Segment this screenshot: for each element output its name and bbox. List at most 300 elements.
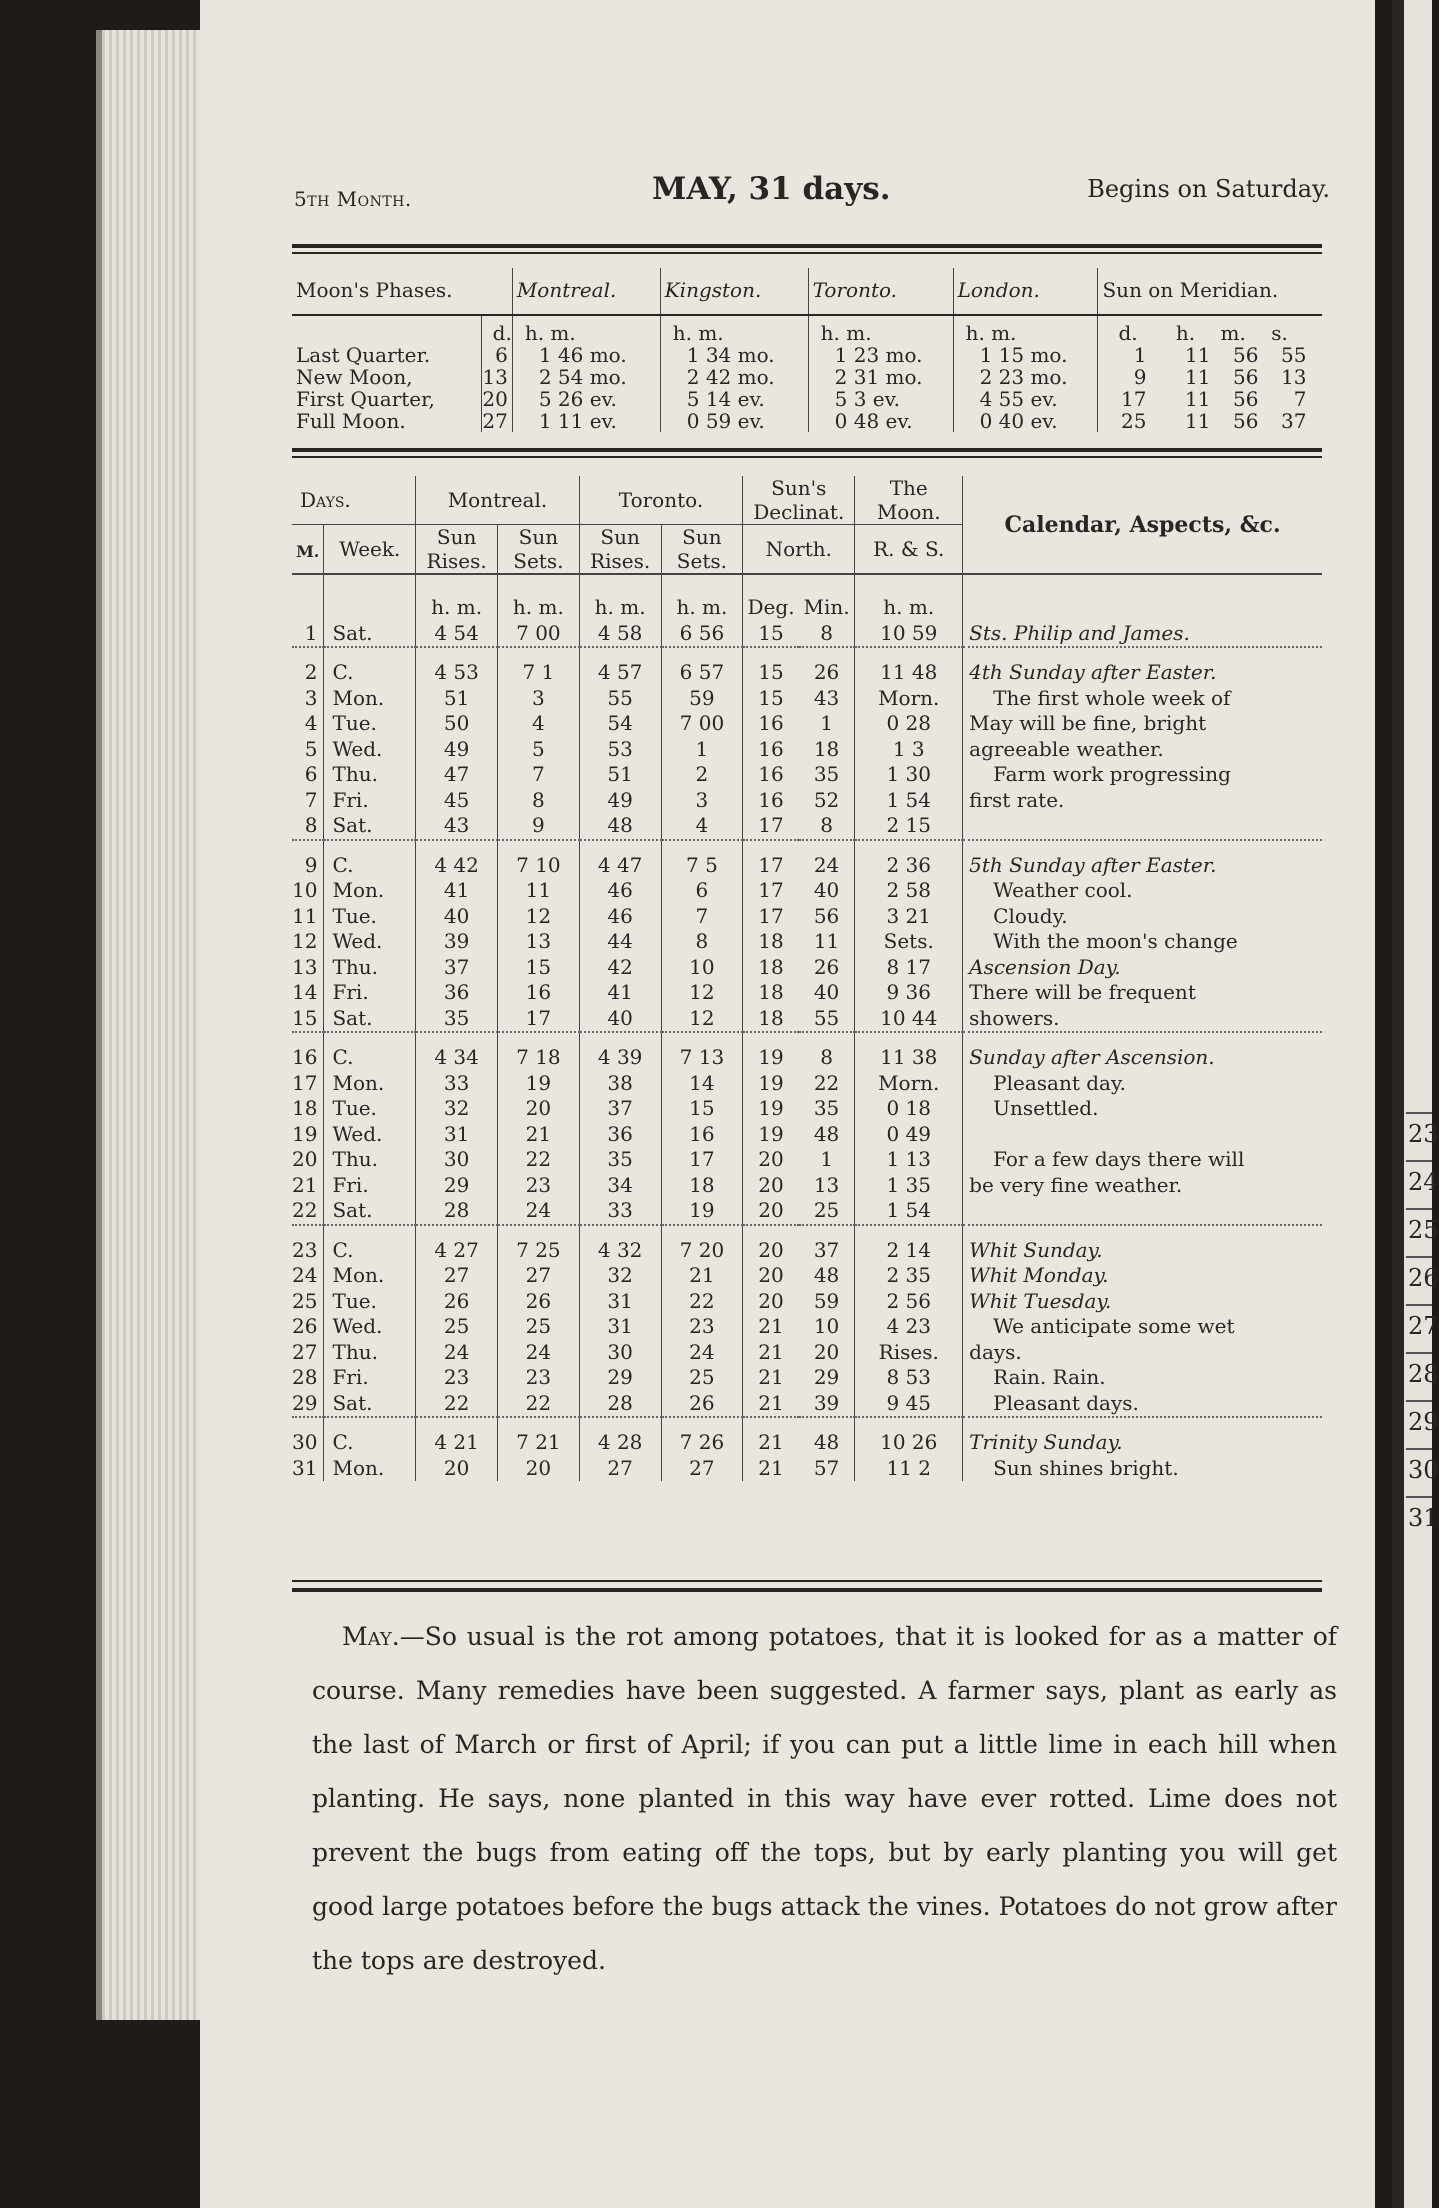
declination-degrees: 17 [743, 813, 799, 840]
day-number: 7 [304, 787, 318, 812]
montreal-sunrise: 45 [416, 788, 498, 814]
weekday: Thu. [324, 955, 416, 981]
calendar-note: showers. [963, 1006, 1322, 1033]
toronto-sunrise: 51 [579, 762, 661, 788]
phase-name: Last Quarter. [296, 343, 431, 367]
toronto-sunrise: 54 [579, 711, 661, 737]
unit-label: h. m. [512, 315, 660, 344]
declination-degrees: 18 [743, 929, 799, 955]
toronto-sunrise: 37 [579, 1096, 661, 1122]
daily-almanac-table [292, 476, 1322, 1481]
toronto-sunset: 27 [661, 1456, 743, 1482]
day-row [292, 686, 1322, 712]
may-note-paragraph [312, 1610, 1337, 1988]
calendar-note [963, 1198, 1322, 1225]
header-rule-thin [292, 252, 1322, 254]
toronto-sunrise: 32 [579, 1263, 661, 1289]
day-number: 23 [292, 1225, 324, 1264]
toronto-sunrise: 33 [579, 1198, 661, 1225]
toronto-sunrise: 46 [579, 904, 661, 930]
calendar-note: Ascension Day. [963, 955, 1322, 981]
montreal-sunset: 12 [498, 904, 580, 930]
declination-minutes: 48 [799, 1417, 855, 1456]
toronto-sunset: 19 [661, 1198, 743, 1225]
unit-label: h. m. [660, 315, 808, 344]
toronto-sunset: 2 [661, 762, 743, 788]
begins-on-label: Begins on Saturday. [1087, 175, 1330, 203]
montreal-sunset: 15 [498, 955, 580, 981]
moon-rise-set: 2 36 [855, 840, 963, 879]
declination-minutes: 1 [820, 1147, 833, 1171]
declination-degrees: 20 [743, 1173, 799, 1199]
phase-row [292, 388, 1322, 410]
day-number: 15 [292, 1005, 318, 1030]
phases-bottom-rule [292, 448, 1322, 452]
phases-bottom-rule-thin [292, 456, 1322, 458]
declination-minutes: 8 [799, 1032, 855, 1071]
moon-rise-set: 11 38 [855, 1032, 963, 1071]
kingston-time: 1 34 mo. [660, 344, 808, 366]
declination-minutes: 43 [813, 685, 840, 710]
weekday: Wed. [324, 737, 416, 763]
calendar-note: Rain. Rain. [963, 1365, 1322, 1391]
table-bottom-rule [292, 1580, 1322, 1582]
calendar-note: For a few days there will [963, 1147, 1322, 1173]
declination-degrees: 21 [743, 1417, 799, 1456]
facing-page-rule [1406, 1352, 1432, 1354]
declination-minutes: 10 [813, 1314, 840, 1338]
day-row [292, 1314, 1322, 1340]
day-row [292, 1198, 1322, 1225]
weekday: C. [324, 647, 416, 686]
declination-minutes: 13 [813, 1172, 840, 1197]
moon-phases-table [292, 268, 1322, 432]
rises-sets-header: R. & S. [855, 525, 963, 575]
montreal-sunrise: 47 [416, 762, 498, 788]
unit-label: d. [1118, 321, 1138, 345]
day-number: 8 [304, 813, 318, 837]
day-row [292, 788, 1322, 814]
calendar-note: days. [963, 1340, 1322, 1366]
montreal-sunset: 9 [498, 813, 580, 840]
weekday: Mon. [324, 1456, 416, 1482]
unit-label: h. m. [808, 315, 953, 344]
montreal-sunrise: 51 [416, 686, 498, 712]
calendar-note: Pleasant days. [963, 1391, 1322, 1418]
facing-page-rule [1406, 1112, 1432, 1114]
montreal-time: 5 26 ev. [512, 388, 660, 410]
montreal-sunset: 8 [498, 788, 580, 814]
montreal-sunset: 26 [498, 1289, 580, 1315]
toronto-sunset: 23 [661, 1314, 743, 1340]
calendar-note: be very fine weather. [963, 1173, 1322, 1199]
day-row [292, 1173, 1322, 1199]
london-time: 1 15 mo. [953, 344, 1098, 366]
toronto-sunset: 21 [661, 1263, 743, 1289]
declination-degrees: 15 [743, 686, 799, 712]
calendar-note: There will be frequent [963, 980, 1322, 1006]
weekday: Sat. [324, 1198, 416, 1225]
sun-meridian-value: 1 [1133, 343, 1147, 367]
moon-rise-set: 1 54 [855, 788, 963, 814]
moon-rise-set: 9 36 [855, 980, 963, 1006]
moon-rise-set: 1 3 [855, 737, 963, 763]
north-header: North. [743, 525, 855, 575]
montreal-sunset: 11 [498, 878, 580, 904]
montreal-time: 2 54 mo. [512, 366, 660, 388]
day-number: 3 [304, 685, 318, 710]
montreal-sunrise: 37 [416, 955, 498, 981]
kingston-time: 5 14 ev. [660, 388, 808, 410]
moon-rise-set: 4 23 [855, 1314, 963, 1340]
unit-label: h. m. [579, 574, 661, 621]
declination-degrees: 18 [743, 980, 799, 1006]
moon-rise-set: 1 30 [855, 762, 963, 788]
calendar-note: We anticipate some wet [963, 1314, 1322, 1340]
montreal-col-header: Montreal. [416, 476, 580, 525]
toronto-sunrise: 42 [579, 955, 661, 981]
calendar-note [963, 1122, 1322, 1148]
phase-name: New Moon, [296, 365, 413, 389]
day-number: 16 [292, 1032, 324, 1071]
montreal-sunset: 4 [498, 711, 580, 737]
page-header [290, 165, 1330, 215]
toronto-sunrise: 27 [579, 1456, 661, 1482]
day-row [292, 1225, 1322, 1264]
toronto-sunrise: 30 [579, 1340, 661, 1366]
declination-degrees: 19 [743, 1122, 799, 1148]
unit-label: d. [482, 315, 512, 344]
phases-header-row [292, 268, 1322, 315]
toronto-time: 5 3 ev. [808, 388, 953, 410]
day-number: 21 [292, 1172, 318, 1197]
toronto-sunset: 7 5 [661, 840, 743, 879]
page-title: MAY, 31 days. [652, 171, 891, 207]
day-number: 28 [292, 1365, 318, 1389]
unit-label: Min. [803, 595, 850, 619]
declination-minutes: 56 [813, 903, 840, 928]
sun-meridian-value: 7 [1293, 387, 1307, 411]
declination-degrees: 18 [743, 955, 799, 981]
phase-row [292, 366, 1322, 388]
toronto-sunset: 7 00 [661, 711, 743, 737]
toronto-sunrise: 31 [579, 1314, 661, 1340]
toronto-sunset: 7 [661, 904, 743, 930]
header-row-1 [292, 476, 1322, 525]
declination-minutes: 22 [813, 1070, 840, 1095]
montreal-time: 1 46 mo. [512, 344, 660, 366]
declination-degrees: 19 [743, 1096, 799, 1122]
weekday: C. [324, 1417, 416, 1456]
declination-minutes: 1 [820, 711, 833, 735]
day-row [292, 711, 1322, 737]
montreal-sunrise: 28 [416, 1198, 498, 1225]
montreal-sunrise: 20 [416, 1456, 498, 1482]
declination-minutes: 48 [813, 1121, 840, 1146]
calendar-note: Farm work progressing [963, 762, 1322, 788]
phase-day: 6 [482, 344, 512, 366]
day-row [292, 737, 1322, 763]
montreal-sunrise: 43 [416, 813, 498, 840]
montreal-sunrise: 24 [416, 1340, 498, 1366]
calendar-note: Weather cool. [963, 878, 1322, 904]
day-number: 19 [292, 1121, 318, 1146]
sun-meridian-value: 56 [1233, 343, 1259, 367]
weekday: Sat. [324, 621, 416, 648]
toronto-sunset: 24 [661, 1340, 743, 1366]
month-day-col-header: M. [292, 525, 324, 575]
london-time: 2 23 mo. [953, 366, 1098, 388]
toronto-sunset: 16 [661, 1122, 743, 1148]
calendar-note: Whit Tuesday. [963, 1289, 1322, 1315]
montreal-sunset: 3 [498, 686, 580, 712]
toronto-sunrise: 28 [579, 1391, 661, 1418]
montreal-sunrise: 27 [416, 1263, 498, 1289]
weekday: Thu. [324, 762, 416, 788]
sun-meridian-value: 11 [1185, 409, 1211, 433]
weekday: Tue. [324, 1289, 416, 1315]
moon-rise-set: 10 44 [855, 1006, 963, 1033]
london-col-header: London. [953, 268, 1098, 315]
moon-rise-set: 2 58 [855, 878, 963, 904]
sun-meridian [1098, 344, 1322, 366]
moon-rise-set: Morn. [855, 686, 963, 712]
declination-minutes: 20 [813, 1339, 840, 1364]
facing-page-number: 28 [1408, 1360, 1439, 1388]
sun-units [1098, 315, 1322, 344]
toronto-sunrise: 35 [579, 1147, 661, 1173]
toronto-sunrise: 53 [579, 737, 661, 763]
day-row [292, 1263, 1322, 1289]
weekday: Tue. [324, 711, 416, 737]
day-row [292, 1391, 1322, 1418]
montreal-time: 1 11 ev. [512, 410, 660, 432]
day-row [292, 929, 1322, 955]
declination-minutes: 55 [813, 1005, 840, 1030]
phase-row [292, 344, 1322, 366]
day-number: 10 [292, 878, 318, 902]
day-row [292, 1365, 1322, 1391]
moon-rise-set: 2 15 [855, 813, 963, 840]
moon-rise-set: 1 13 [855, 1147, 963, 1173]
weekday: Tue. [324, 1096, 416, 1122]
montreal-sunset: 23 [498, 1365, 580, 1391]
day-number: 26 [292, 1314, 318, 1338]
montreal-sunrise: 33 [416, 1071, 498, 1097]
montreal-sunrise: 31 [416, 1122, 498, 1148]
sun-meridian-value: 56 [1233, 409, 1259, 433]
day-number: 29 [292, 1390, 318, 1415]
weekday: Mon. [324, 878, 416, 904]
phase-name: First Quarter, [296, 387, 435, 411]
day-number: 31 [292, 1455, 318, 1480]
moon-rise-set: 0 28 [855, 711, 963, 737]
montreal-sunrise: 4 21 [416, 1417, 498, 1456]
declination-degrees: 19 [743, 1032, 799, 1071]
montreal-sunset: 7 25 [498, 1225, 580, 1264]
toronto-sunset: 22 [661, 1289, 743, 1315]
sun-meridian-value: 9 [1133, 365, 1147, 389]
montreal-sunset: 20 [498, 1096, 580, 1122]
day-row [292, 1032, 1322, 1071]
declination-degrees: 17 [743, 840, 799, 879]
sun-meridian-value: 11 [1185, 387, 1211, 411]
montreal-sunrise: 40 [416, 904, 498, 930]
declination-minutes: 35 [813, 1096, 840, 1120]
toronto-sunset: 12 [661, 1006, 743, 1033]
day-number: 17 [292, 1070, 318, 1095]
unit-label: h. m. [953, 315, 1098, 344]
montreal-sunset: 7 1 [498, 647, 580, 686]
declination-degrees: 21 [743, 1365, 799, 1391]
toronto-sunset: 18 [661, 1173, 743, 1199]
toronto-col-header: Toronto. [579, 476, 743, 525]
sun-meridian-value: 25 [1121, 409, 1147, 433]
montreal-sunrise: 39 [416, 929, 498, 955]
moon-rise-set: Rises. [855, 1340, 963, 1366]
declination-degrees: 20 [743, 1289, 799, 1315]
day-row [292, 1340, 1322, 1366]
day-row [292, 955, 1322, 981]
montreal-sunrise: 4 34 [416, 1032, 498, 1071]
calendar-note: With the moon's change [963, 929, 1322, 955]
toronto-sunrise: 4 28 [579, 1417, 661, 1456]
montreal-sunset: 13 [498, 929, 580, 955]
calendar-note: agreeable weather. [963, 737, 1322, 763]
unit-label: Deg. [743, 574, 799, 621]
toronto-sunrise: 48 [579, 813, 661, 840]
toronto-sunrise: 34 [579, 1173, 661, 1199]
days-col-header: Days. [300, 488, 351, 512]
day-row [292, 980, 1322, 1006]
sun-meridian-value: 17 [1121, 387, 1147, 411]
declination-minutes: 24 [799, 840, 855, 879]
weekday: Fri. [324, 1173, 416, 1199]
calendar-note: 5th Sunday after Easter. [963, 840, 1322, 879]
toronto-sunset: 10 [661, 955, 743, 981]
units-row [292, 574, 1322, 621]
sun-meridian-value: 11 [1185, 365, 1211, 389]
montreal-sunset: 23 [498, 1173, 580, 1199]
weekday: C. [324, 1225, 416, 1264]
declination-degrees: 21 [743, 1314, 799, 1340]
sun-meridian-value: 56 [1233, 365, 1259, 389]
declination-col-header: Sun's Declinat. [743, 476, 855, 525]
declination-degrees: 17 [743, 878, 799, 904]
moon-rise-set: 8 17 [855, 955, 963, 981]
london-time: 4 55 ev. [953, 388, 1098, 410]
day-number: 24 [292, 1263, 318, 1287]
header-rule [292, 244, 1322, 248]
phase-name: Full Moon. [296, 409, 406, 433]
moon-rise-set: 9 45 [855, 1391, 963, 1418]
facing-page-number: 30 [1408, 1456, 1439, 1484]
weekday: Thu. [324, 1340, 416, 1366]
phases-units-row [292, 315, 1322, 344]
facing-page-number: 26 [1408, 1264, 1439, 1292]
weekday: Mon. [324, 1071, 416, 1097]
weekday-col-header: Week. [324, 525, 416, 575]
sun-meridian-value: 55 [1281, 343, 1307, 367]
unit-label: s. [1271, 321, 1288, 345]
montreal-sunrise: 26 [416, 1289, 498, 1315]
montreal-sunrise: 35 [416, 1006, 498, 1033]
toronto-sunrise: 40 [579, 1006, 661, 1033]
facing-page-number: 25 [1408, 1216, 1439, 1244]
weekday: Fri. [324, 788, 416, 814]
declination-degrees: 17 [743, 904, 799, 930]
weekday: Sat. [324, 1006, 416, 1033]
day-number: 18 [292, 1096, 318, 1120]
montreal-sunset: 16 [498, 980, 580, 1006]
sun-meridian-value: 13 [1281, 365, 1307, 389]
toronto-sunset: 7 13 [661, 1032, 743, 1071]
unit-label: m. [1220, 321, 1246, 345]
calendar-note: Pleasant day. [963, 1071, 1322, 1097]
day-number: 30 [292, 1417, 324, 1456]
facing-page-rule [1406, 1304, 1432, 1306]
moon-rise-set: 10 59 [855, 621, 963, 648]
day-number: 13 [292, 954, 318, 979]
toronto-sunset: 6 56 [661, 621, 743, 648]
facing-page-number: 27 [1408, 1312, 1439, 1340]
moon-rise-set: 0 49 [855, 1122, 963, 1148]
table-bottom-rule-thick [292, 1588, 1322, 1592]
declination-minutes: 8 [820, 620, 833, 645]
toronto-sunrise: 38 [579, 1071, 661, 1097]
day-number: 22 [292, 1198, 318, 1222]
moon-rise-set: 8 53 [855, 1365, 963, 1391]
declination-degrees: 20 [743, 1225, 799, 1264]
declination-minutes: 35 [813, 762, 840, 786]
facing-page-rule [1406, 1208, 1432, 1210]
calendar-note: Whit Monday. [963, 1263, 1322, 1289]
montreal-sunrise: 4 54 [416, 621, 498, 648]
day-row [292, 762, 1322, 788]
montreal-sunrise: 41 [416, 878, 498, 904]
weekday: Wed. [324, 1314, 416, 1340]
toronto-sunrise: 29 [579, 1365, 661, 1391]
declination-minutes: 25 [813, 1198, 840, 1222]
toronto-sunset: 17 [661, 1147, 743, 1173]
toronto-sunrise: 49 [579, 788, 661, 814]
toronto-sunrise: 4 47 [579, 840, 661, 879]
phase-day: 27 [482, 410, 512, 432]
declination-degrees: 16 [743, 762, 799, 788]
toronto-sunrise: 46 [579, 878, 661, 904]
weekday: C. [324, 1032, 416, 1071]
toronto-time: 0 48 ev. [808, 410, 953, 432]
weekday: C. [324, 840, 416, 879]
calendar-note: The first whole week of [963, 686, 1322, 712]
declination-minutes: 29 [813, 1365, 840, 1389]
day-row [292, 1006, 1322, 1033]
calendar-note: Sts. Philip and James. [963, 621, 1322, 648]
phase-day: 20 [482, 388, 512, 410]
toronto-sunrise: 4 58 [579, 621, 661, 648]
toronto-sunrise: 4 57 [579, 647, 661, 686]
moon-rise-set: Morn. [855, 1071, 963, 1097]
declination-degrees: 16 [743, 788, 799, 814]
toronto-sunset: 7 26 [661, 1417, 743, 1456]
day-number: 25 [292, 1288, 318, 1313]
day-number: 1 [304, 620, 318, 645]
montreal-sunrise: 4 53 [416, 647, 498, 686]
kingston-time: 0 59 ev. [660, 410, 808, 432]
montreal-sunset: 7 [498, 762, 580, 788]
montreal-sunrise: 50 [416, 711, 498, 737]
day-row [292, 1147, 1322, 1173]
